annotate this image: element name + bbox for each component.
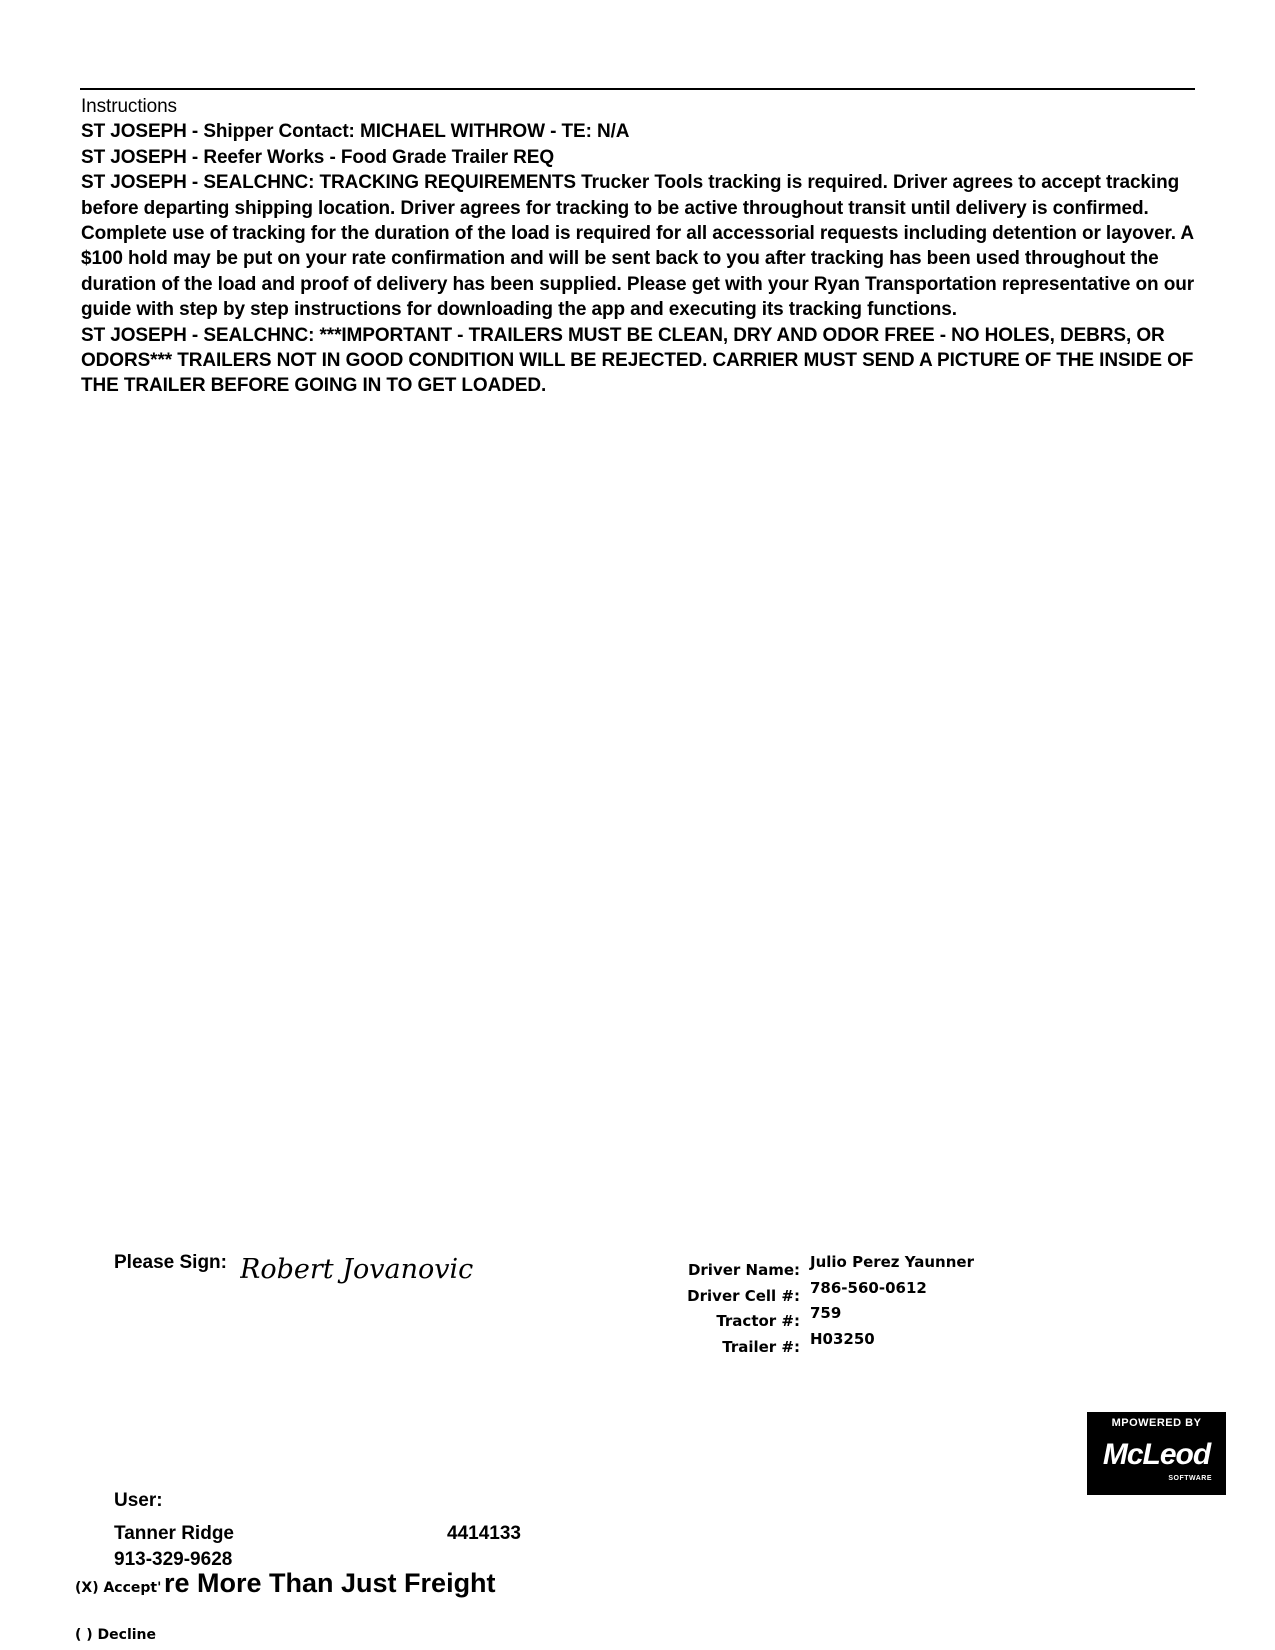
decline-option[interactable]: ( ) Decline [75, 1627, 157, 1643]
mcleod-logo [1087, 1412, 1226, 1495]
top-rule [80, 88, 1195, 90]
user-id: 4414133 [447, 1523, 521, 1544]
logo-top-text: MPOWERED BY [1111, 1417, 1202, 1429]
tagline: re More Than Just Freight [164, 1568, 496, 1598]
user-phone: 913-329-9628 [114, 1549, 233, 1570]
driver-cell-value: 786-560-0612 [810, 1279, 927, 1297]
tractor-value: 759 [810, 1304, 842, 1322]
user-label: User: [114, 1490, 163, 1511]
driver-name-label: Driver Name: [687, 1261, 800, 1279]
instruction-line: ST JOSEPH - SEALCHNC: ***IMPORTANT - TRAILERS MUST BE CLEAN, DRY AND ODOR FREE - NO HOLES, DEBRS, OR ODORS*** TRAILERS NOT IN GOOD CONDITION WILL BE REJECTED. CARRIER MUST SEND A PICTURE OF THE INSIDE OF THE TRAILER BEFORE GOING IN TO GET LOADED. [81, 324, 1194, 397]
tractor-label: Tractor #: [716, 1312, 800, 1330]
driver-cell-label: Driver Cell #: [687, 1287, 800, 1305]
instructions-section [81, 94, 1201, 399]
instruction-line: ST JOSEPH - Reefer Works - Food Grade Trailer REQ [81, 146, 555, 168]
please-sign-label: Please Sign: [114, 1252, 227, 1273]
logo-sub: SOFTWARE [1168, 1475, 1212, 1482]
please-sign [114, 1252, 227, 1274]
trailer-label: Trailer #: [722, 1338, 800, 1356]
driver-name-value: Julio Perez Yaunner [810, 1253, 974, 1271]
accept-label: (X) Accept [75, 1580, 158, 1596]
accept-suffix: ' [157, 1580, 162, 1596]
accept-option[interactable] [75, 1580, 161, 1596]
user-name: Tanner Ridge [114, 1523, 234, 1544]
logo-brand: McLeod [1102, 1438, 1211, 1471]
signature [240, 1250, 510, 1290]
signature-text: Robert Jovanovic [240, 1254, 474, 1285]
instruction-line: ST JOSEPH - SEALCHNC: TRACKING REQUIREMENTS Trucker Tools tracking is required. Driver agrees to accept tracking before departing shipping location. Driver agrees for tracking to be active throughout transit until delivery is confirmed. Complete use of tracking for the duration of the load is required for all accessorial requests including detention or layover. A $100 hold may be put on your rate confirmation and will be sent back to you after tracking has been used throughout the duration of the load and proof of delivery has been supplied. Please get with your Ryan Transportation representative on our guide with step by step instructions for downloading the app and executing its tracking functions. [81, 172, 1195, 321]
instructions-heading: Instructions [81, 96, 177, 117]
instruction-line: ST JOSEPH - Shipper Contact: MICHAEL WITHROW - TE: N/A [81, 121, 630, 143]
trailer-value: H03250 [810, 1330, 875, 1348]
user-block [114, 1488, 163, 1513]
